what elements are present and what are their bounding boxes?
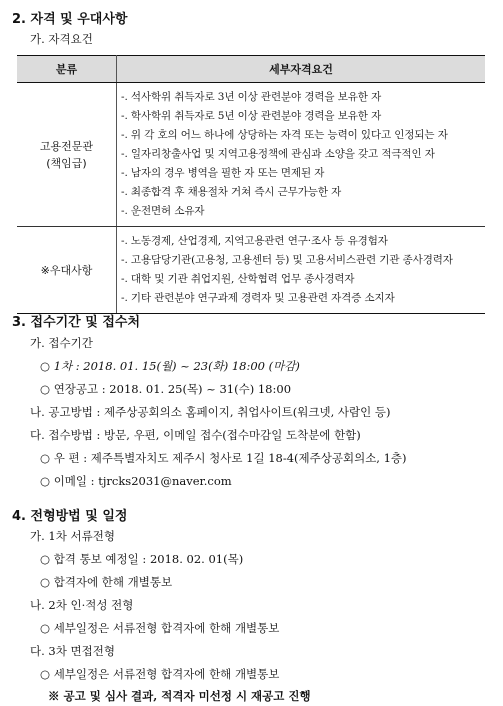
requirement-item: -. 최종합격 후 채용절차 거쳐 즉시 근무가능한 자 — [121, 186, 342, 198]
requirement-item: -. 남자의 경우 병역을 필한 자 또는 면제된 자 — [121, 167, 325, 179]
section-3-title: 3. 접수기간 및 접수처 — [12, 315, 141, 330]
preference-item: -. 노동경제, 산업경제, 지역고용관련 연구·조사 등 유경험자 — [121, 235, 388, 247]
category-label: ※우대사항 — [40, 263, 93, 277]
preference-item: -. 기타 관련분야 연구과제 경력자 및 고용관련 자격증 소지자 — [121, 292, 395, 304]
qualifications-table — [17, 55, 485, 314]
section-2-subheading: 가. 자격요건 — [30, 32, 93, 46]
details-cell — [117, 83, 486, 227]
section-4-title: 4. 전형방법 및 일정 — [12, 509, 128, 524]
step-2-heading: 나. 2차 인·적성 전형 — [30, 598, 134, 612]
category-sublabel: (책임급) — [46, 156, 87, 170]
first-round-period: ○ 1차 : 2018. 01. 15(월) ~ 23(화) 18:00 (마감) — [40, 359, 300, 373]
details-cell — [117, 227, 486, 314]
category-label: 고용전문관 — [39, 139, 94, 153]
step-1-individual-notice: ○ 합격자에 한해 개별통보 — [40, 575, 173, 589]
extended-period: ○ 연장공고 : 2018. 01. 25(목) ~ 31(수) 18:00 — [40, 382, 292, 396]
step-2-schedule: ○ 세부일정은 서류전형 합격자에 한해 개별통보 — [40, 621, 280, 635]
requirement-item: -. 운전면허 소유자 — [121, 205, 205, 217]
table-header-details: 세부자격요건 — [117, 56, 486, 83]
receipt-method: 다. 접수방법 : 방문, 우편, 이메일 접수(접수마감일 도착분에 한함) — [30, 428, 361, 442]
re-announcement-note: ※ 공고 및 심사 결과, 적격자 미선정 시 재공고 진행 — [48, 689, 311, 703]
table-row-preferred — [17, 227, 485, 314]
notice-method: 나. 공고방법 : 제주상공회의소 홈페이지, 취업사이트(워크넷, 사람인 등) — [30, 405, 391, 419]
requirement-item: -. 위 각 호의 어느 하나에 상당하는 자격 또는 능력이 있다고 인정되는 자 — [121, 129, 448, 141]
requirement-item: -. 학사학위 취득자로 5년 이상 관련분야 경력을 보유한 자 — [121, 110, 382, 122]
section-2-title: 2. 자격 및 우대사항 — [12, 12, 128, 27]
step-3-schedule: ○ 세부일정은 서류전형 합격자에 한해 개별통보 — [40, 667, 280, 681]
requirement-item: -. 일자리창출사업 및 지역고용정책에 관심과 소양을 갖고 적극적인 자 — [121, 148, 435, 160]
category-cell — [17, 227, 117, 314]
table-row-required — [17, 83, 485, 227]
requirement-item: -. 석사학위 취득자로 3년 이상 관련분야 경력을 보유한 자 — [121, 91, 382, 103]
preference-item: -. 대학 및 기관 취업지원, 산학협력 업무 종사경력자 — [121, 273, 355, 285]
step-1-heading: 가. 1차 서류전형 — [30, 529, 115, 543]
step-3-heading: 다. 3차 면접전형 — [30, 644, 115, 658]
table-header-category: 분류 — [17, 56, 117, 83]
postal-address: ○ 우 편 : 제주특별자치도 제주시 청사로 1길 18-4(제주상공회의소, 1층) — [40, 451, 407, 465]
section-3-subheading: 가. 접수기간 — [30, 336, 93, 350]
email-address: ○ 이메일 : tjrcks2031@naver.com — [40, 474, 232, 488]
category-cell — [17, 83, 117, 227]
step-1-notice-date: ○ 합격 통보 예정일 : 2018. 02. 01(목) — [40, 552, 244, 566]
preference-item: -. 고용담당기관(고용청, 고용센터 등) 및 고용서비스관련 기관 종사경력자 — [121, 254, 453, 266]
